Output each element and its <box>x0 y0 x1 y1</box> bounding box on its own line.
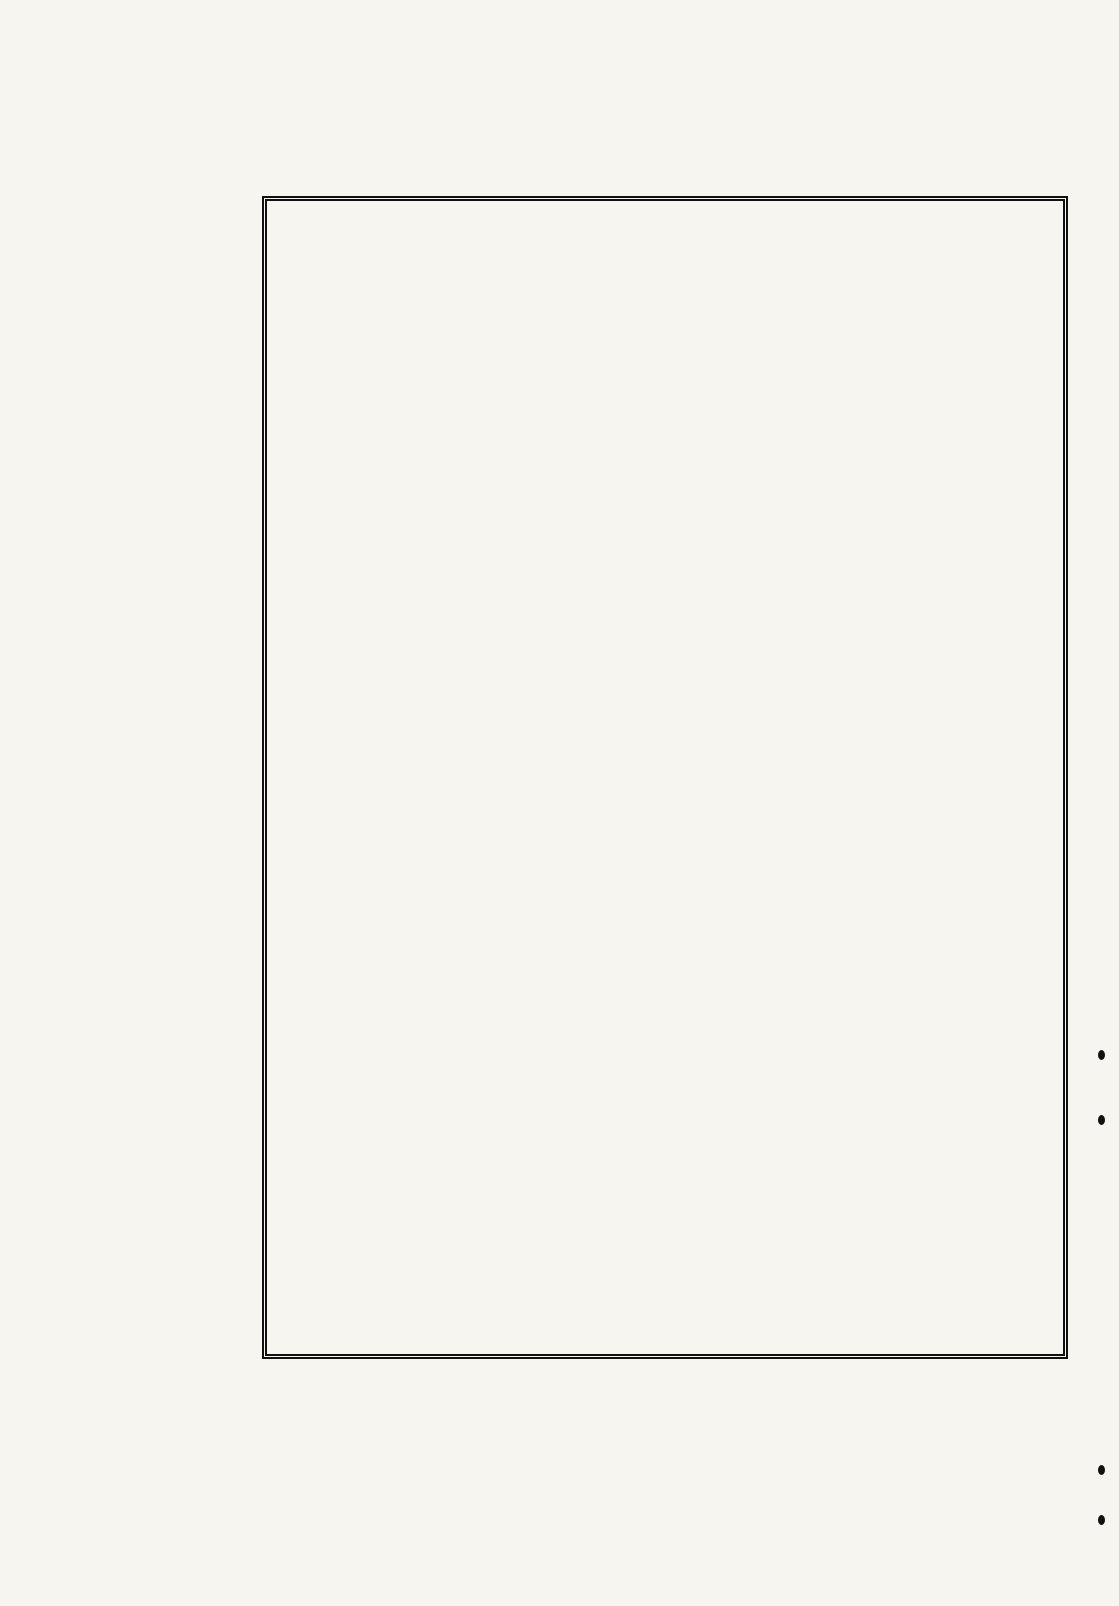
scan-dot-2 <box>1098 1115 1105 1125</box>
scan-dot-1 <box>1098 1050 1105 1060</box>
main-text-box <box>262 196 1068 1359</box>
scan-dot-3 <box>1098 1465 1105 1475</box>
scan-dot-4 <box>1098 1515 1105 1525</box>
